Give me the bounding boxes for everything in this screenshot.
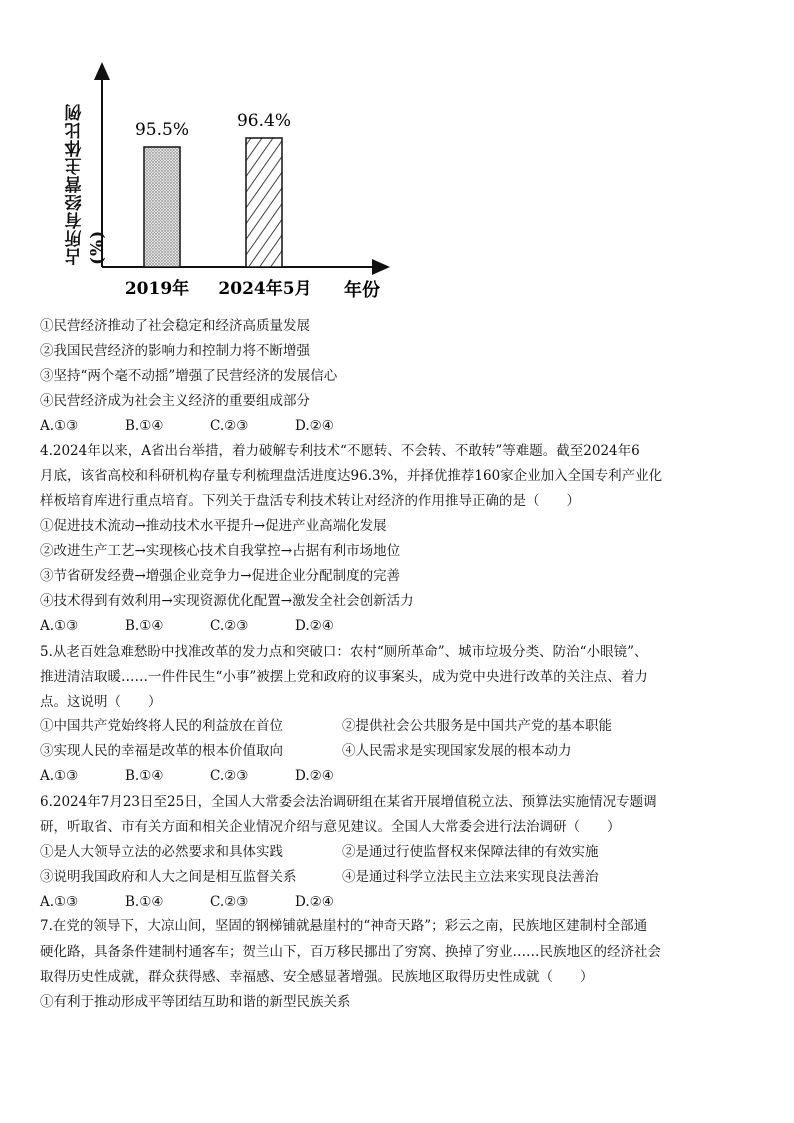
statement-item: ③说明我国政府和人大之间是相互监督关系 [40,869,297,885]
answer-option: A.①③ [40,418,79,434]
text-line: ③节省研发经费→增强企业竞争力→促进企业分配制度的完善 [40,568,401,584]
answer-choices [40,416,380,436]
y-axis-label: 占所有经营主体比例(%) [65,103,108,265]
text-line: 5.从老百姓急难愁盼中找准改革的发力点和突破口：农村“厕所革命”、城市垃圾分类、防治“小眼镜”、 [40,644,648,660]
answer-option: C.②③ [210,894,249,910]
statement-item: ③实现人民的幸福是改革的根本价值取向 [40,743,283,759]
answer-option: B.①④ [125,418,164,434]
statement-pair [40,741,644,761]
statement-item: ①中国共产党始终将人民的利益放在首位 [40,718,283,734]
answer-option: D.②④ [295,618,334,634]
text-line: ①民营经济推动了社会稳定和经济高质量发展 [40,318,310,334]
data-label-2: 96.4% [236,111,292,131]
answer-option: C.②③ [210,768,249,784]
text-line: 取得历史性成就，群众获得感、幸福感、安全感显著增强。民族地区取得历史性成就（ ） [40,969,594,985]
answer-option: A.①③ [40,894,79,910]
category-label-2: 2024年5月 [218,279,312,299]
statement-item: ④是通过科学立法民主立法来实现良法善治 [342,869,599,885]
answer-option: D.②④ [295,768,334,784]
x-axis-label: 年份 [344,280,380,301]
statement-pair [40,716,644,736]
answer-option: D.②④ [295,894,334,910]
answer-option: C.②③ [210,618,249,634]
statement-item: ①是人大领导立法的必然要求和具体实践 [40,844,283,860]
text-line: 推进清洁取暖……一件件民生“小事”被摆上党和政府的议事案头，成为党中央进行改革的关注点、着力 [40,669,648,685]
text-line: ④技术得到有效利用→实现资源优化配置→激发全社会创新活力 [40,593,414,609]
answer-option: B.①④ [125,618,164,634]
statement-item: ②是通过行使监督权来保障法律的有效实施 [342,844,599,860]
data-label-1: 95.5% [134,120,190,140]
bar-1 [144,147,180,267]
answer-choices [40,892,380,912]
statement-pair [40,842,644,862]
statement-item: ②提供社会公共服务是中国共产党的基本职能 [342,718,612,734]
text-line: 硬化路，具备条件建制村通客车；贺兰山下，百万移民挪出了穷窝、换掉了穷业……民族地区的经济社会 [40,944,661,960]
bar-2 [246,138,282,267]
text-line: 4.2024年以来，A省出台举措，着力破解专利技术“不愿转、不会转、不敢转”等难题。截至2024年6 [40,443,640,459]
text-line: 月底，该省高校和科研机构存量专利梳理盘活进度达96.3%，并择优推荐160家企业加入全国专利产业化 [40,468,663,484]
text-line: 点。这说明（ ） [40,694,162,710]
text-line: 样板培育库进行重点培育。下列关于盘活专利技术转让对经济的作用推导正确的是（ ） [40,493,580,509]
answer-option: B.①④ [125,768,164,784]
text-line: 研，听取省、市有关方面和相关企业情况介绍与意见建议。全国人大常委会进行法治调研（ ） [40,819,621,835]
text-line: ③坚持“两个毫不动摇”增强了民营经济的发展信心 [40,368,338,384]
text-line: ②改进生产工艺→实现核心技术自我掌控→占据有利市场地位 [40,543,401,559]
answer-choices [40,766,380,786]
answer-choices [40,616,380,636]
text-line: 6.2024年7月23日至25日，全国人大常委会法治调研组在某省开展增值税立法、预算法实施情况专题调 [40,794,657,810]
bar-chart [62,62,392,312]
answer-option: D.②④ [295,418,334,434]
text-line: 7.在党的领导下，大凉山间，坚固的钢梯铺就悬崖村的“神奇天路”；彩云之南，民族地区建制村全部通 [40,918,648,934]
text-line: ④民营经济成为社会主义经济的重要组成部分 [40,393,310,409]
category-label-1: 2019年 [124,279,190,299]
text-line: ①促进技术流动→推动技术水平提升→促进产业高端化发展 [40,518,387,534]
answer-option: A.①③ [40,618,79,634]
text-line: ②我国民营经济的影响力和控制力将不断增强 [40,343,310,359]
answer-option: A.①③ [40,768,79,784]
statement-pair [40,867,644,887]
text-line: ①有利于推动形成平等团结互助和谐的新型民族关系 [40,994,351,1010]
statement-item: ④人民需求是实现国家发展的根本动力 [342,743,572,759]
answer-option: B.①④ [125,894,164,910]
answer-option: C.②③ [210,418,249,434]
